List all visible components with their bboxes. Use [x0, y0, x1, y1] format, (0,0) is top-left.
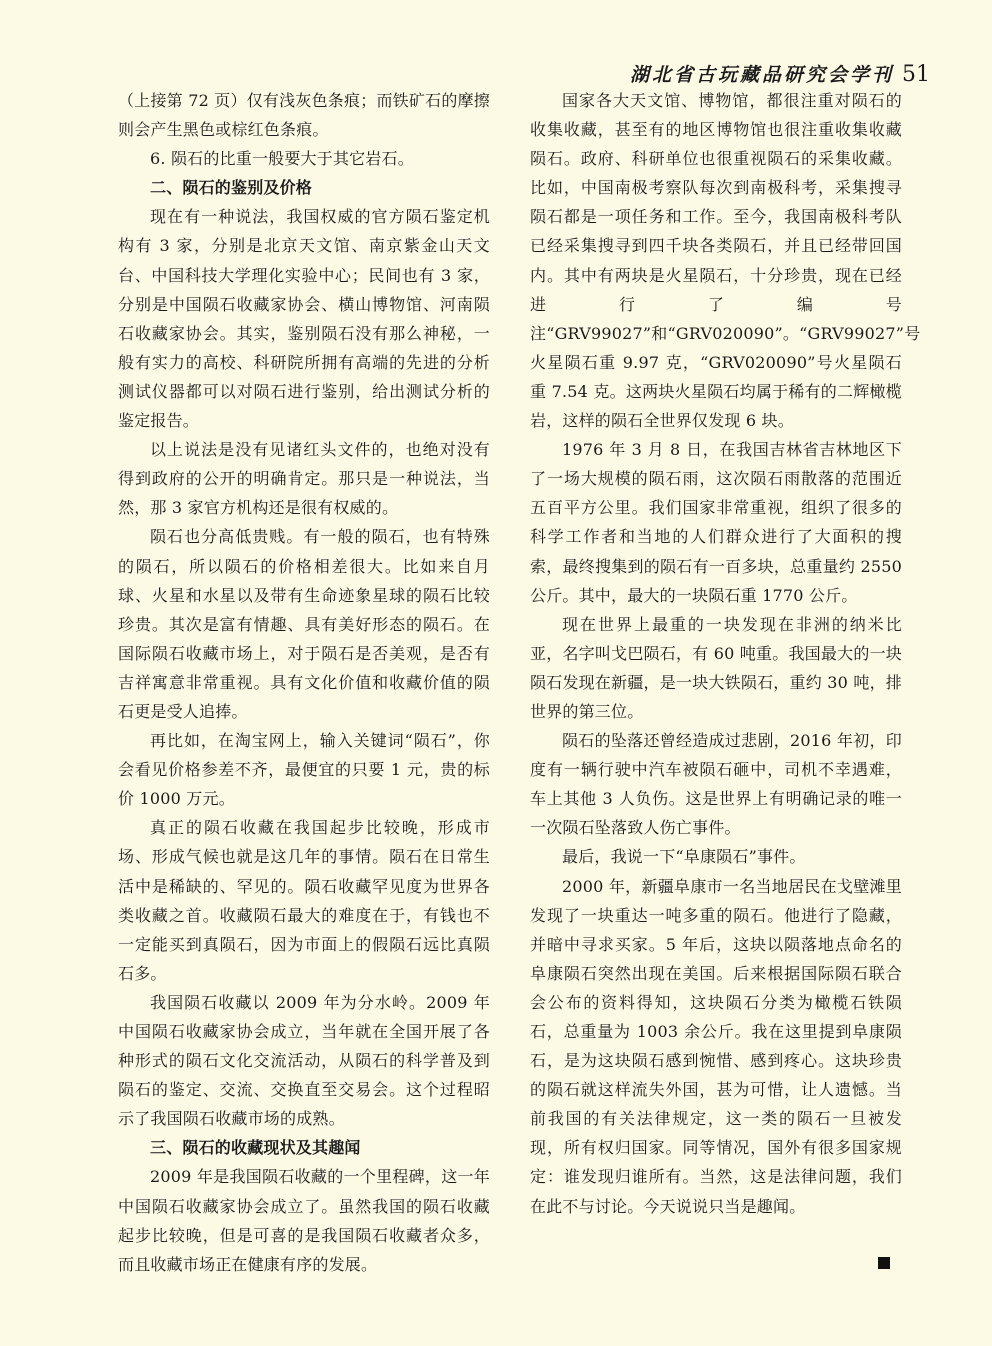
- paragraph: 真正的陨石收藏在我国起步比较晚，形成市场、形成气候也就是这几年的事情。陨石在日常生活中是稀缺的、罕见的。陨石收藏罕见度为世界各类收藏之首。收藏陨石最大的难度在于，有钱也不一定能买到真陨石，因为市面上的假陨石远比真陨石多。: [118, 818, 490, 983]
- paragraph: 6. 陨石的比重一般要大于其它岩石。: [150, 149, 414, 169]
- page-number: 51: [902, 62, 930, 87]
- section-heading: 三、陨石的收藏现状及其趣闻: [150, 1138, 361, 1158]
- right-column: [530, 86, 921, 1286]
- running-header: [630, 60, 930, 87]
- paragraph: 2009 年是我国陨石收藏的一个里程碑，这一年中国陨石收藏家协会成立了。虽然我国的陨石收藏起步比较晚，但是可喜的是我国陨石收藏者众多，而且收藏市场正在健康有序的发展。: [118, 1167, 490, 1274]
- end-of-article-mark: [878, 1257, 890, 1269]
- paragraph: 陨石也分高低贵贱。有一般的陨石，也有特殊的陨石，所以陨石的价格相差很大。比如来自月球、火星和水星以及带有生命迹象星球的陨石比较珍贵。其次是富有情趣、具有美好形态的陨石。在国际陨石收藏市场上，对于陨石是否美观，是否有吉祥寓意非常重视。具有文化价值和收藏价值的陨石更是受人追捧。: [118, 527, 490, 721]
- paragraph: 我国陨石收藏以 2009 年为分水岭。2009 年中国陨石收藏家协会成立，当年就在全国开展了各种形式的陨石文化交流活动，从陨石的科学普及到陨石的鉴定、交流、交换直至交易会。这个过程昭示了我国陨石收藏市场的成熟。: [118, 992, 490, 1129]
- paragraph: （上接第 72 页）仅有浅灰色条痕；而铁矿石的摩擦则会产生黑色或棕红色条痕。: [118, 91, 490, 140]
- section-heading: 二、陨石的鉴别及价格: [150, 178, 313, 198]
- paragraph: 1976 年 3 月 8 日，在我国吉林省吉林地区下了一场大规模的陨石雨，这次陨石雨散落的范围近五百平方公里。我们国家非常重视，组织了很多的科学工作者和当地的人们群众进行了大面积的搜索，最终搜集到的陨石有一百多块，总重量约 2550 公斤。其中，最大的一块陨石重 1770 公斤。: [530, 440, 902, 605]
- paragraph: 最后，我说一下“阜康陨石”事件。: [562, 847, 806, 867]
- paragraph: 以上说法是没有见诸红头文件的，也绝对没有得到政府的公开的明确肯定。那只是一种说法，当然，那 3 家官方机构还是很有权威的。: [118, 440, 490, 518]
- paragraph: 再比如，在淘宝网上，输入关键词“陨石”，你会看见价格参差不齐，最便宜的只要 1 元，贵的标价 1000 万元。: [118, 731, 490, 809]
- paragraph: 陨石的坠落还曾经造成过悲剧，2016 年初，印度有一辆行驶中汽车被陨石砸中，司机不幸遇难，车上其他 3 人负伤。这是世界上有明确记录的唯一一次陨石坠落致人伤亡事件。: [530, 731, 902, 838]
- journal-title: 湖北省古玩藏品研究会学刊: [629, 64, 894, 86]
- article-body: [118, 86, 921, 1286]
- left-column: [118, 86, 490, 1286]
- paragraph: 现在世界上最重的一块发现在非洲的纳米比亚，名字叫戈巴陨石，有 60 吨重。我国最大的一块陨石发现在新疆，是一块大铁陨石，重约 30 吨，排世界的第三位。: [530, 614, 902, 721]
- paragraph: 国家各大天文馆、博物馆，都很注重对陨石的收集收藏，甚至有的地区博物馆也很注重收集收藏陨石。政府、科研单位也很重视陨石的采集收藏。比如，中国南极考察队每次到南极科考，采集搜寻陨石都是一项任务和工作。至今，我国南极科考队已经采集搜寻到四千块各类陨石，并且已经带回国内。其中有两块是火星陨石，十分珍贵，现在已经进行了编号注“GRV99027”和“GRV020090”。“GRV99027”号火星陨石重 9.97 克，“GRV020090”号火星陨石重 7.54 克。这两块火星陨石均属于稀有的二辉橄榄岩，这样的陨石全世界仅发现 6 块。: [530, 91, 921, 431]
- paragraph: 2000 年，新疆阜康市一名当地居民在戈壁滩里发现了一块重达一吨多重的陨石。他进行了隐藏，并暗中寻求买家。5 年后，这块以陨落地点命名的阜康陨石突然出现在美国。后来根据国际陨石联合会公布的资料得知，这块陨石分类为橄榄石铁陨石，总重量为 1003 余公斤。我在这里提到阜康陨石，是为这块陨石感到惋惜、感到疼心。这块珍贵的陨石就这样流失外国，甚为可惜，让人遗憾。当前我国的有关法律规定，这一类的陨石一旦被发现，所有权归国家。同等情况，国外有很多国家规定：谁发现归谁所有。当然，这是法律问题，我们在此不与讨论。今天说说只当是趣闻。: [530, 876, 902, 1216]
- paragraph: 现在有一种说法，我国权威的官方陨石鉴定机构有 3 家，分别是北京天文馆、南京紫金山天文台、中国科技大学理化实验中心；民间也有 3 家，分别是中国陨石收藏家协会、横山博物馆、河南陨石收藏家协会。其实，鉴别陨石没有那么神秘，一般有实力的高校、科研院所拥有高端的先进的分析测试仪器都可以对陨石进行鉴别，给出测试分析的鉴定报告。: [118, 207, 490, 431]
